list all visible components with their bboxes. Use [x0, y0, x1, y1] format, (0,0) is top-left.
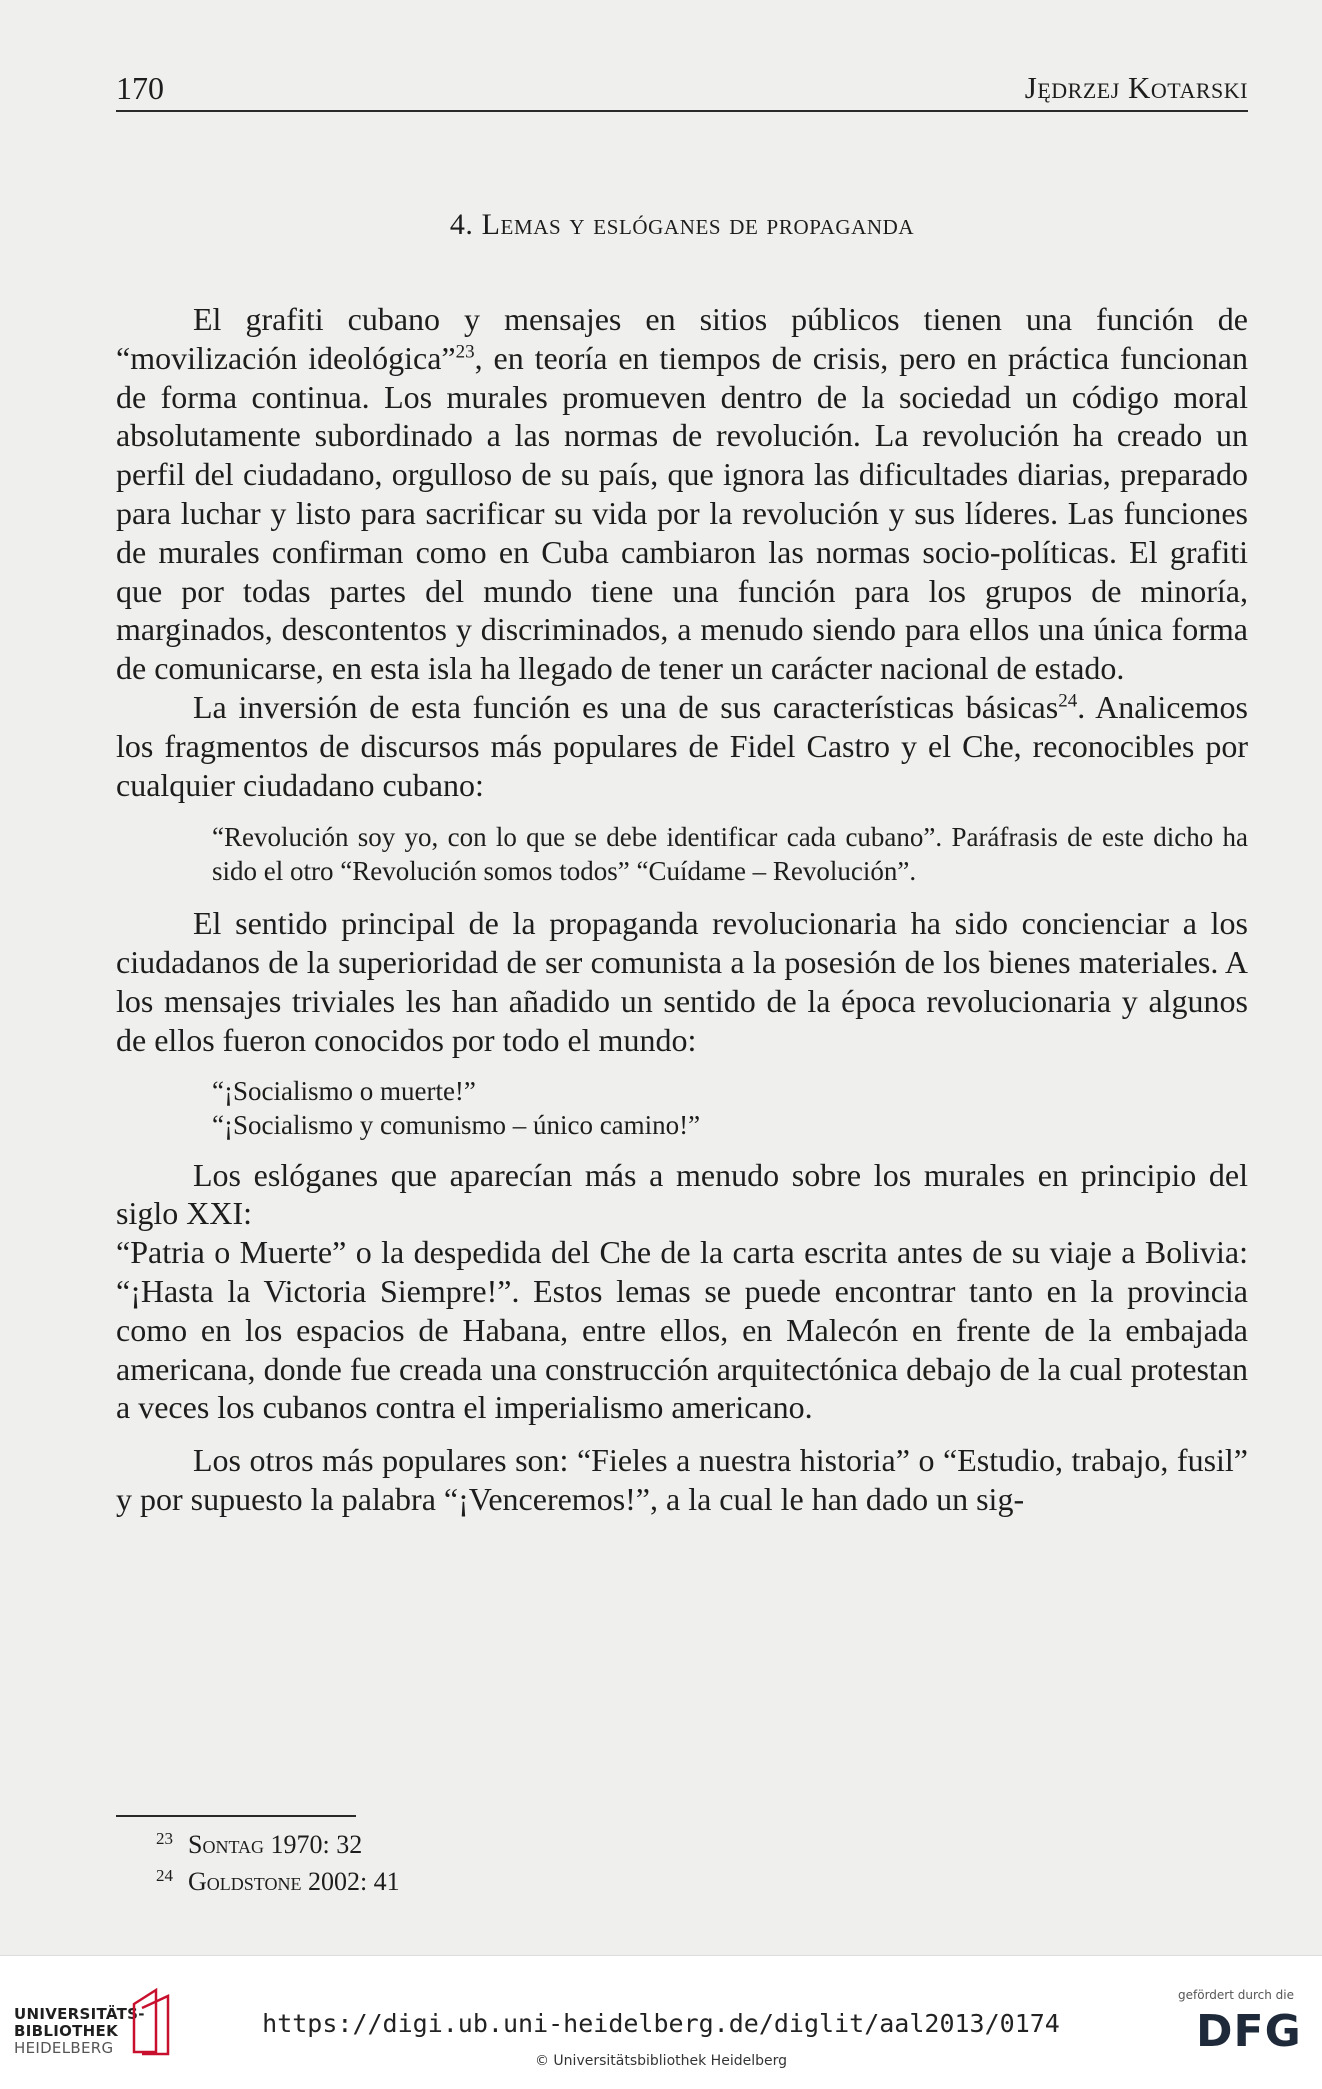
svg-text:DFG: DFG — [1196, 2006, 1302, 2052]
body-text — [116, 300, 1248, 1519]
section-title: 4. Lemas y eslóganes de propaganda — [449, 208, 915, 241]
running-head: Jędrzej Kotarski — [1024, 70, 1248, 105]
block-quote: “¡Socialismo y comunismo – único camino!” — [212, 1109, 701, 1140]
footnote-divider — [116, 1815, 356, 1817]
page-number: 170 — [116, 70, 164, 106]
footer-bar — [0, 1955, 1322, 2089]
funded-by-label: gefördert durch die — [1178, 1988, 1294, 2002]
dfg-logo — [1192, 2006, 1304, 2052]
paragraph: El sentido principal de la propaganda revolucionaria ha sido concienciar a los ciudadanos de la superioridad de ser comunista a la posesión de los bienes materiales. A los mensajes triviales les han añadido un sentido de la época revolucionaria y algunos de ellos fueron conocidos por todo el mundo: — [116, 905, 1248, 1058]
page-header — [116, 66, 1248, 112]
paragraph: El grafiti cubano y mensajes en sitios públicos tienen una función de “movilización ideológica”$^{23}$, en teoría en tiempos de crisis, pero en práctica funcionan de forma continua. Los murales promueven dentro de la sociedad un código moral absolutamente subordinado a las normas de revolución. La revolución ha creado un perfil del ciudadano, orgulloso de su país, que ignora las dificultades diarias, preparado para luchar y listo para sacrificar su vida por la revolución y sus líderes. Las funciones de murales confirman como en Cuba cambiaron las normas socio-políticas. El grafiti que por todas partes del mundo tiene una función para los grupos de minoría, marginados, descontentos y discriminados, a menudo siendo para ellos una única forma de comunicarse, en esta isla ha llegado de tener un carácter nacional de estado. — [116, 301, 1249, 687]
permalink-url[interactable]: https://digi.ub.uni-heidelberg.de/diglit/aal2013/0174 — [262, 2009, 1060, 2038]
footnote-ref[interactable]: 23 — [455, 341, 475, 363]
paragraph: Los eslóganes que aparecían más a menudo sobre los murales en principio del siglo XXI: — [116, 1156, 1248, 1232]
footnote-ref[interactable]: 24 — [1058, 690, 1078, 712]
footnote: 24 Goldstone 2002: 41 — [156, 1866, 400, 1896]
footnotes — [116, 1826, 400, 1900]
paragraph: “Patria o Muerte” o la despedida del Che de la carta escrita antes de su viaje a Bolivia: “¡Hasta la Victoria Siempre!”. Estos lemas se puede encontrar tanto en la provincia como en los espacios de Habana, entre ellos, en Malecón en frente de la embajada americana, donde fue creada una construcción arquitectónica debajo de la cual protestan a veces los cubanos contra el imperialismo americano. — [116, 1234, 1248, 1426]
library-name: UNIVERSITÄTS- BIBLIOTHEK HEIDELBERG — [14, 2005, 145, 2057]
block-quote: “¡Socialismo o muerte!” — [212, 1075, 476, 1106]
copyright-notice: © Universitätsbibliothek Heidelberg — [534, 2053, 787, 2069]
paragraph: La inversión de esta función es una de sus características básicas$^{24}$. Analicemos los fragmentos de discursos más populares de Fidel Castro y el Che, reconocibles por cualquier ciudadano cubano: — [116, 688, 1249, 803]
block-quote: “Revolución soy yo, con lo que se debe identificar cada cubano”. Paráfrasis de este dicho ha sido el otro “Revolución somos todos” “Cuídame – Revolución”. — [212, 822, 1248, 887]
footnote: 23 Sontag 1970: 32 — [156, 1829, 363, 1859]
paragraph: Los otros más populares son: “Fieles a nuestra historia” o “Estudio, trabajo, fusil” y por supuesto la palabra “¡Venceremos!”, a la cual le han dado un sig- — [116, 1442, 1248, 1517]
